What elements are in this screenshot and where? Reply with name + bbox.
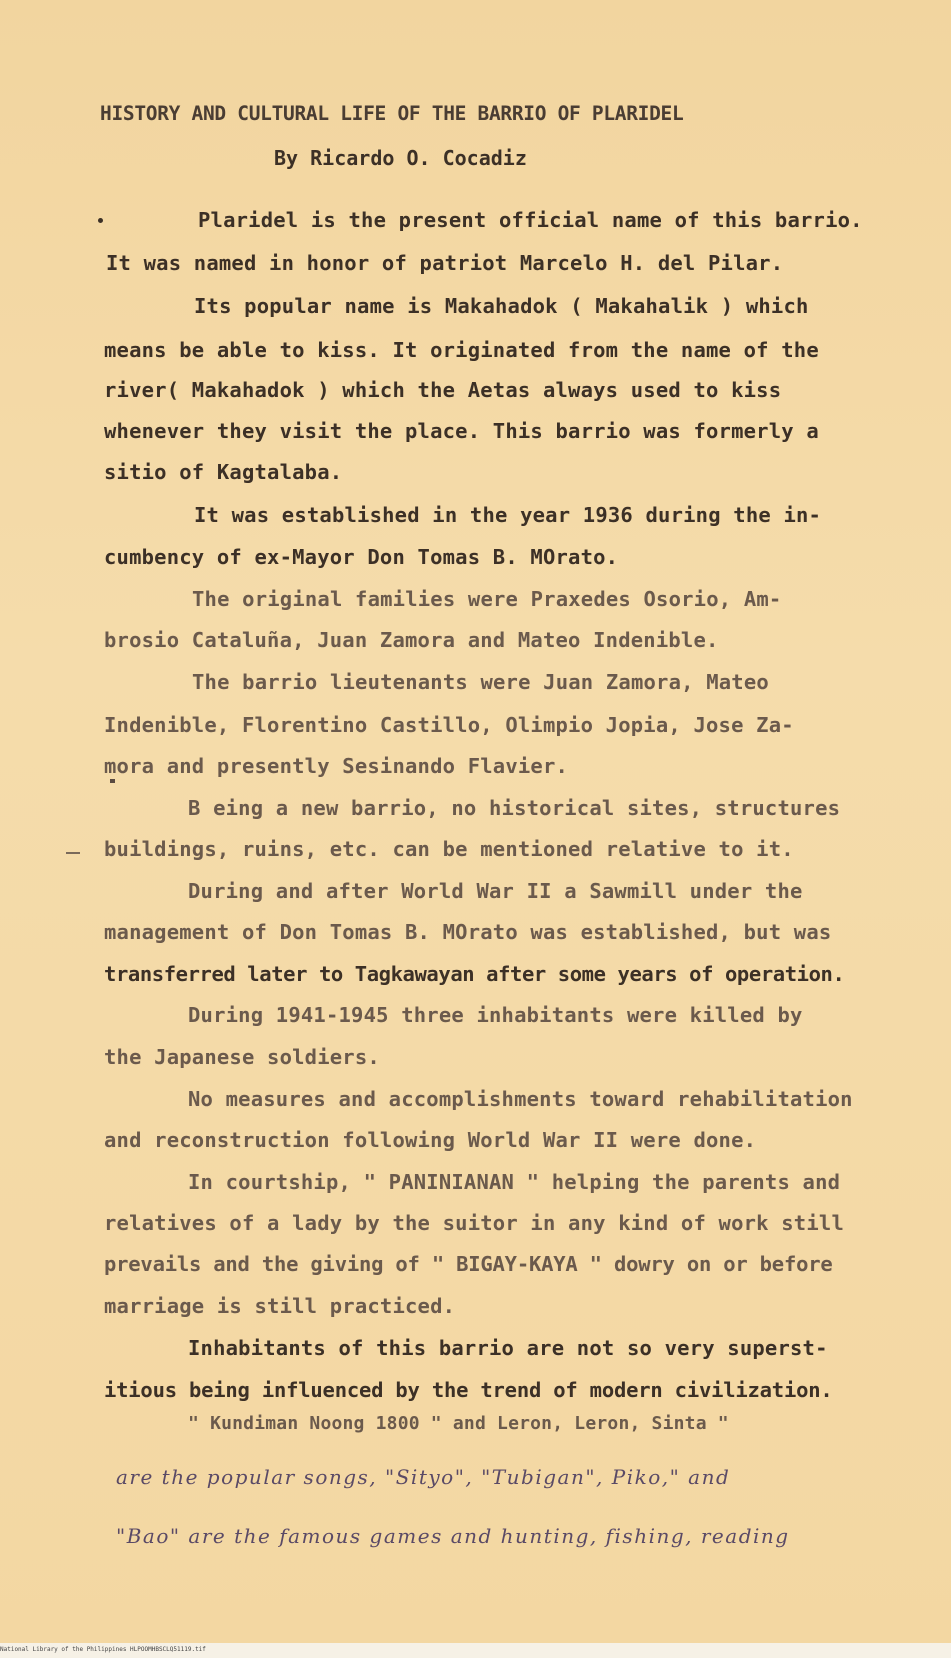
text-line: brosio Cataluña, Juan Zamora and Mateo Indenible. — [104, 628, 719, 652]
text-line: cumbency of ex-Mayor Don Tomas B. MOrato. — [104, 545, 619, 569]
text-line: During and after World War II a Sawmill under the — [188, 879, 803, 903]
text-line: the Japanese soldiers. — [104, 1045, 380, 1069]
text-line: sitio of Kagtalaba. — [104, 460, 343, 484]
text-line: In courtship, " PANINIANAN " helping the parents and — [188, 1170, 841, 1194]
handwritten-line: are the popular songs, "Sityo", "Tubigan", Piko," and — [116, 1465, 731, 1489]
text-line: whenever they visit the place. This barrio was formerly a — [104, 419, 819, 443]
text-line: marriage is still practiced. — [104, 1294, 456, 1318]
text-line: itious being influenced by the trend of modern civilization. — [104, 1378, 833, 1402]
text-line: It was established in the year 1936 during the in- — [194, 503, 822, 527]
text-line: river( Makahadok ) which the Aetas always used to kiss — [104, 378, 782, 402]
text-line: Plaridel is the present official name of this barrio. — [198, 208, 863, 232]
text-line: relatives of a lady by the suitor in any kind of work still — [104, 1211, 844, 1235]
text-line: " Kundiman Noong 1800 " and Leron, Leron, Sinta " — [188, 1413, 729, 1434]
bullet-mark — [98, 218, 103, 223]
text-line: buildings, ruins, etc. can be mentioned relative to it. — [104, 837, 794, 861]
document-title: HISTORY AND CULTURAL LIFE OF THE BARRIO OF PLARIDEL — [100, 102, 684, 125]
text-line: The original families were Praxedes Osorio, Am- — [192, 587, 782, 611]
text-line: No measures and accomplishments toward rehabilitation — [188, 1087, 853, 1111]
handwritten-line: "Bao" are the famous games and hunting, fishing, reading — [116, 1524, 790, 1548]
text-line: and reconstruction following World War II were done. — [104, 1128, 757, 1152]
text-line: transferred later to Tagkawayan after some years of operation. — [104, 962, 845, 986]
text-line: B eing a new barrio, no historical sites, structures — [188, 796, 841, 820]
margin-dash — [66, 852, 80, 854]
scan-footer: National Library of the Philippines HLPOOMHBSCLQ51119.tif — [0, 1646, 206, 1653]
text-line: Indenible, Florentino Castillo, Olimpio Jopia, Jose Za- — [104, 713, 794, 737]
text-line: mora and presently Sesinando Flavier. — [104, 754, 569, 778]
text-line: prevails and the giving of " BIGAY-KAYA " dowry on or before — [104, 1252, 833, 1276]
text-line: Its popular name is Makahadok ( Makahalik ) which — [194, 294, 809, 318]
text-line: During 1941-1945 three inhabitants were killed by — [188, 1003, 803, 1027]
text-line: It was named in honor of patriot Marcelo H. del Pilar. — [106, 251, 784, 275]
text-line: management of Don Tomas B. MOrato was established, but was — [104, 920, 832, 944]
text-line: means be able to kiss. It originated from the name of the — [104, 338, 819, 362]
ink-speck — [110, 779, 115, 783]
document-byline: By Ricardo O. Cocadiz — [274, 146, 527, 170]
text-line: The barrio lieutenants were Juan Zamora, Mateo — [192, 670, 769, 694]
text-line: Inhabitants of this barrio are not so very superst- — [188, 1336, 828, 1360]
